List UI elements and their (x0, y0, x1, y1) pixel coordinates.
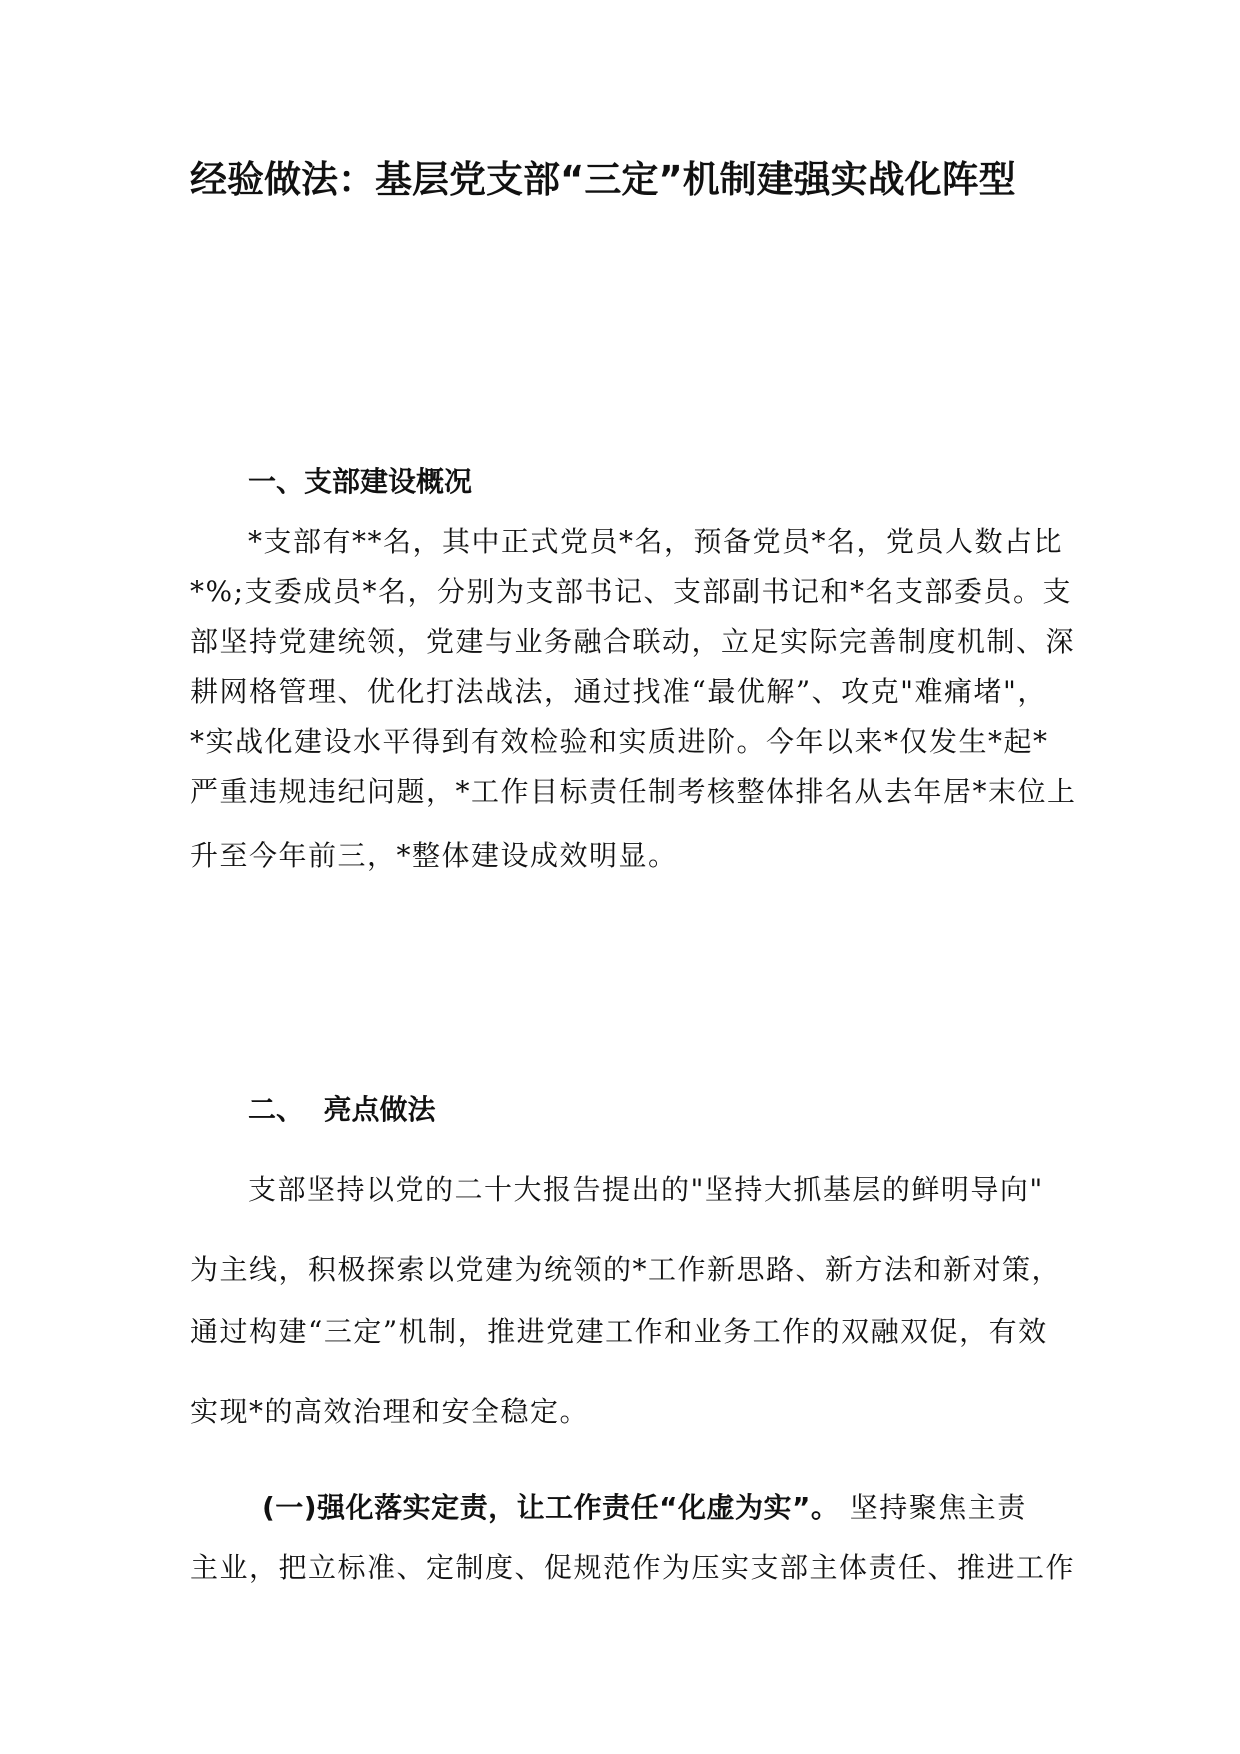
paragraph-line: 为主线，积极探索以党建为统领的*工作新思路、新方法和新对策， (190, 1253, 1062, 1286)
document-title: 经验做法：基层党支部“三定”机制建强实战化阵型 (190, 158, 1016, 201)
subsection-lead: (一)强化落实定责，让工作责任“化虚为实”。 (262, 1491, 840, 1524)
paragraph-line: *支部有**名，其中正式党员*名，预备党员*名，党员人数占比 (248, 525, 1064, 558)
section-heading-overview: 一、支部建设概况 (248, 465, 473, 498)
subsection-line (262, 1488, 1027, 1528)
paragraph-line: *实战化建设水平得到有效检验和实质进阶。今年以来*仅发生*起* (190, 725, 1049, 758)
paragraph-line: 支部坚持以党的二十大报告提出的"坚持大抓基层的鲜明导向" (248, 1173, 1044, 1206)
section-heading-highlights: 二、 亮点做法 (248, 1093, 436, 1126)
paragraph-line: 严重违规违纪问题，*工作目标责任制考核整体排名从去年居*末位上 (190, 775, 1077, 808)
paragraph-line: 部坚持党建统领，党建与业务融合联动，立足实际完善制度机制、深 (190, 625, 1076, 658)
paragraph-line: *%;支委成员*名，分别为支部书记、支部副书记和*名支部委员。支 (190, 575, 1073, 608)
subsection-text: 坚持聚焦主责 (839, 1491, 1027, 1524)
paragraph-line: 耕网格管理、优化打法战法，通过找准“最优解”、攻克"难痛堵"， (190, 675, 1047, 708)
paragraph-line: 升至今年前三，*整体建设成效明显。 (190, 839, 678, 872)
paragraph-line: 实现*的高效治理和安全稳定。 (190, 1395, 590, 1428)
paragraph-line: 主业，把立标准、定制度、促规范作为压实支部主体责任、推进工作 (190, 1551, 1076, 1584)
paragraph-line: 通过构建“三定”机制，推进党建工作和业务工作的双融双促，有效 (190, 1315, 1048, 1348)
